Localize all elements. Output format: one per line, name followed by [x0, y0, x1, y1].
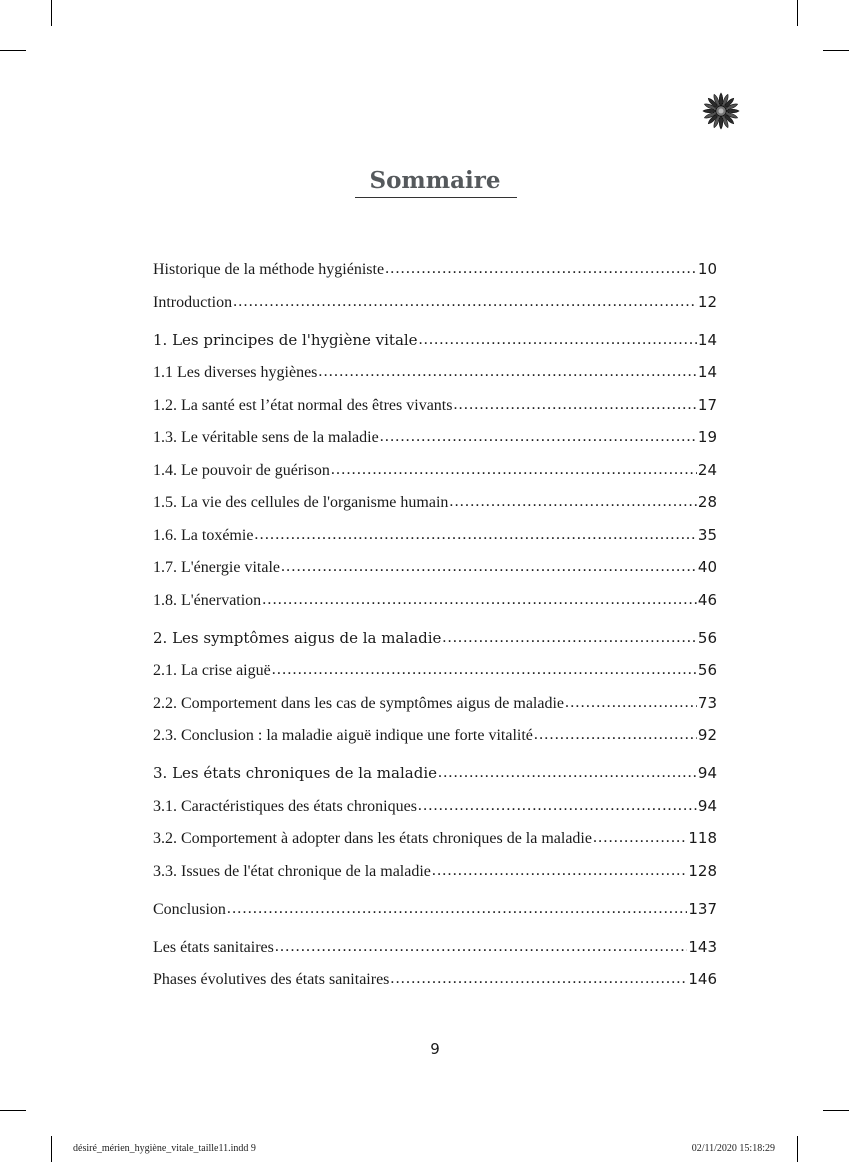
toc-entry-label: Les états sanitaires	[153, 938, 274, 956]
toc-entry-label: 3.1. Caractéristiques des états chroniques	[153, 797, 417, 815]
dot-leader	[565, 690, 697, 716]
toc-entry-label: 1.7. L'énergie vitale	[153, 559, 280, 576]
crop-mark	[823, 1110, 849, 1111]
toc-entry[interactable]	[153, 359, 717, 392]
toc-entry-page: 137	[688, 899, 717, 918]
toc-entry-page: 146	[688, 970, 717, 988]
dot-leader	[272, 657, 697, 683]
dot-leader	[227, 896, 687, 922]
dot-leader	[262, 587, 697, 613]
dot-leader	[438, 760, 697, 786]
toc-entry[interactable]	[153, 554, 717, 587]
dot-leader	[534, 722, 697, 748]
toc-entry-page: 12	[697, 292, 717, 311]
toc-entry-page: 94	[697, 764, 717, 782]
dot-leader	[385, 256, 697, 282]
toc-entry-page: 143	[688, 937, 717, 956]
toc-entry-label: 1. Les principes de l'hygiène vitale	[153, 330, 418, 349]
toc-entry-page: 92	[697, 726, 717, 744]
dot-leader	[453, 392, 696, 418]
toc-entry-label: 1.1 Les diverses hygiènes	[153, 364, 318, 381]
dot-leader	[331, 457, 697, 483]
crop-mark	[797, 1136, 798, 1162]
toc-entry[interactable]	[153, 392, 717, 425]
toc-entry-page: 14	[697, 363, 717, 381]
slug-filename: désiré_mérien_hygiène_vitale_taille11.indd 9	[73, 1143, 256, 1154]
toc-entry[interactable]	[153, 289, 717, 322]
toc-chapter[interactable]	[153, 327, 717, 360]
toc-entry-page: 46	[697, 590, 717, 609]
dot-leader	[233, 289, 697, 315]
toc-entry[interactable]	[153, 256, 717, 289]
toc-chapter[interactable]	[153, 625, 717, 658]
toc-entry-page: 24	[697, 460, 717, 479]
toc-entry[interactable]	[153, 858, 717, 891]
dot-leader	[419, 327, 697, 353]
toc-entry-label: 3.2. Comportement à adopter dans les états chroniques de la maladie	[153, 830, 592, 847]
toc-entry-label: 1.3. Le véritable sens de la maladie	[153, 429, 379, 446]
slug-timestamp: 02/11/2020 15:18:29	[691, 1143, 775, 1154]
toc-entry-page: 14	[697, 330, 717, 349]
toc-entry-label: 1.8. L'énervation	[153, 591, 262, 609]
page-title: Sommaire	[369, 167, 501, 195]
toc-entry-label: 2.2. Comportement dans les cas de symptômes aigus de maladie	[153, 694, 565, 712]
dot-leader	[281, 554, 697, 580]
toc-entry[interactable]	[153, 690, 717, 723]
toc-entry-page: 40	[697, 558, 717, 576]
dot-leader	[449, 489, 697, 515]
toc-entry-page: 56	[697, 661, 717, 679]
crop-mark	[823, 50, 849, 51]
toc-entry-label: 2.1. La crise aiguë	[153, 662, 271, 679]
toc-entry-page: 10	[697, 260, 717, 278]
toc-entry-page: 94	[697, 796, 717, 815]
crop-mark	[51, 0, 52, 26]
toc-entry-label: 2. Les symptômes aigus de la maladie	[153, 628, 442, 647]
toc-entry[interactable]	[153, 722, 717, 755]
toc-entry-label: Conclusion	[153, 900, 226, 918]
dot-leader	[390, 966, 687, 992]
crop-mark	[51, 1136, 52, 1162]
toc-entry[interactable]	[153, 522, 717, 555]
toc-entry-page: 56	[697, 628, 717, 647]
toc-entry-page: 19	[697, 428, 717, 446]
toc-entry[interactable]	[153, 587, 717, 620]
toc-entry-page: 118	[688, 829, 717, 847]
toc-entry-page: 35	[697, 525, 717, 544]
toc-chapter[interactable]	[153, 760, 717, 793]
toc-entry-page: 73	[697, 693, 717, 712]
dot-leader	[254, 522, 696, 548]
toc-entry[interactable]	[153, 489, 717, 522]
toc-entry-label: 2.3. Conclusion : la maladie aiguë indique une forte vitalité	[153, 727, 533, 744]
toc-entry-page: 28	[697, 493, 717, 511]
dot-leader	[418, 793, 697, 819]
toc-entry[interactable]	[153, 896, 717, 929]
toc-entry[interactable]	[153, 793, 717, 826]
toc-entry-label: Introduction	[153, 293, 233, 311]
crop-mark	[0, 1110, 26, 1111]
toc-entry[interactable]	[153, 966, 717, 999]
toc-entry-label: 3.3. Issues de l'état chronique de la maladie	[153, 862, 431, 880]
dot-leader	[593, 825, 687, 851]
toc-entry-label: 1.5. La vie des cellules de l'organisme humain	[153, 494, 449, 511]
toc-entry[interactable]	[153, 934, 717, 967]
flower-icon	[701, 91, 741, 131]
toc-entry-label: 1.4. Le pouvoir de guérison	[153, 461, 330, 479]
title-underline	[355, 197, 517, 198]
toc-entry-page: 17	[697, 395, 717, 414]
toc-entry[interactable]	[153, 424, 717, 457]
toc-entry-label: Historique de la méthode hygiéniste	[153, 261, 385, 278]
dot-leader	[275, 934, 688, 960]
toc-entry-label: 1.6. La toxémie	[153, 526, 254, 544]
dot-leader	[442, 625, 696, 651]
toc-entry-page: 128	[688, 861, 717, 880]
toc-entry-label: Phases évolutives des états sanitaires	[153, 971, 390, 988]
toc-entry-label: 3. Les états chroniques de la maladie	[153, 764, 437, 782]
crop-mark	[797, 0, 798, 26]
dot-leader	[432, 858, 687, 884]
crop-mark	[0, 50, 26, 51]
toc-entry[interactable]	[153, 825, 717, 858]
toc-entry[interactable]	[153, 457, 717, 490]
toc-entry-label: 1.2. La santé est l’état normal des êtres vivants	[153, 396, 453, 414]
dot-leader	[380, 424, 697, 450]
page-number: 9	[430, 1040, 440, 1058]
table-of-contents	[153, 256, 717, 999]
dot-leader	[318, 359, 697, 385]
toc-entry[interactable]	[153, 657, 717, 690]
